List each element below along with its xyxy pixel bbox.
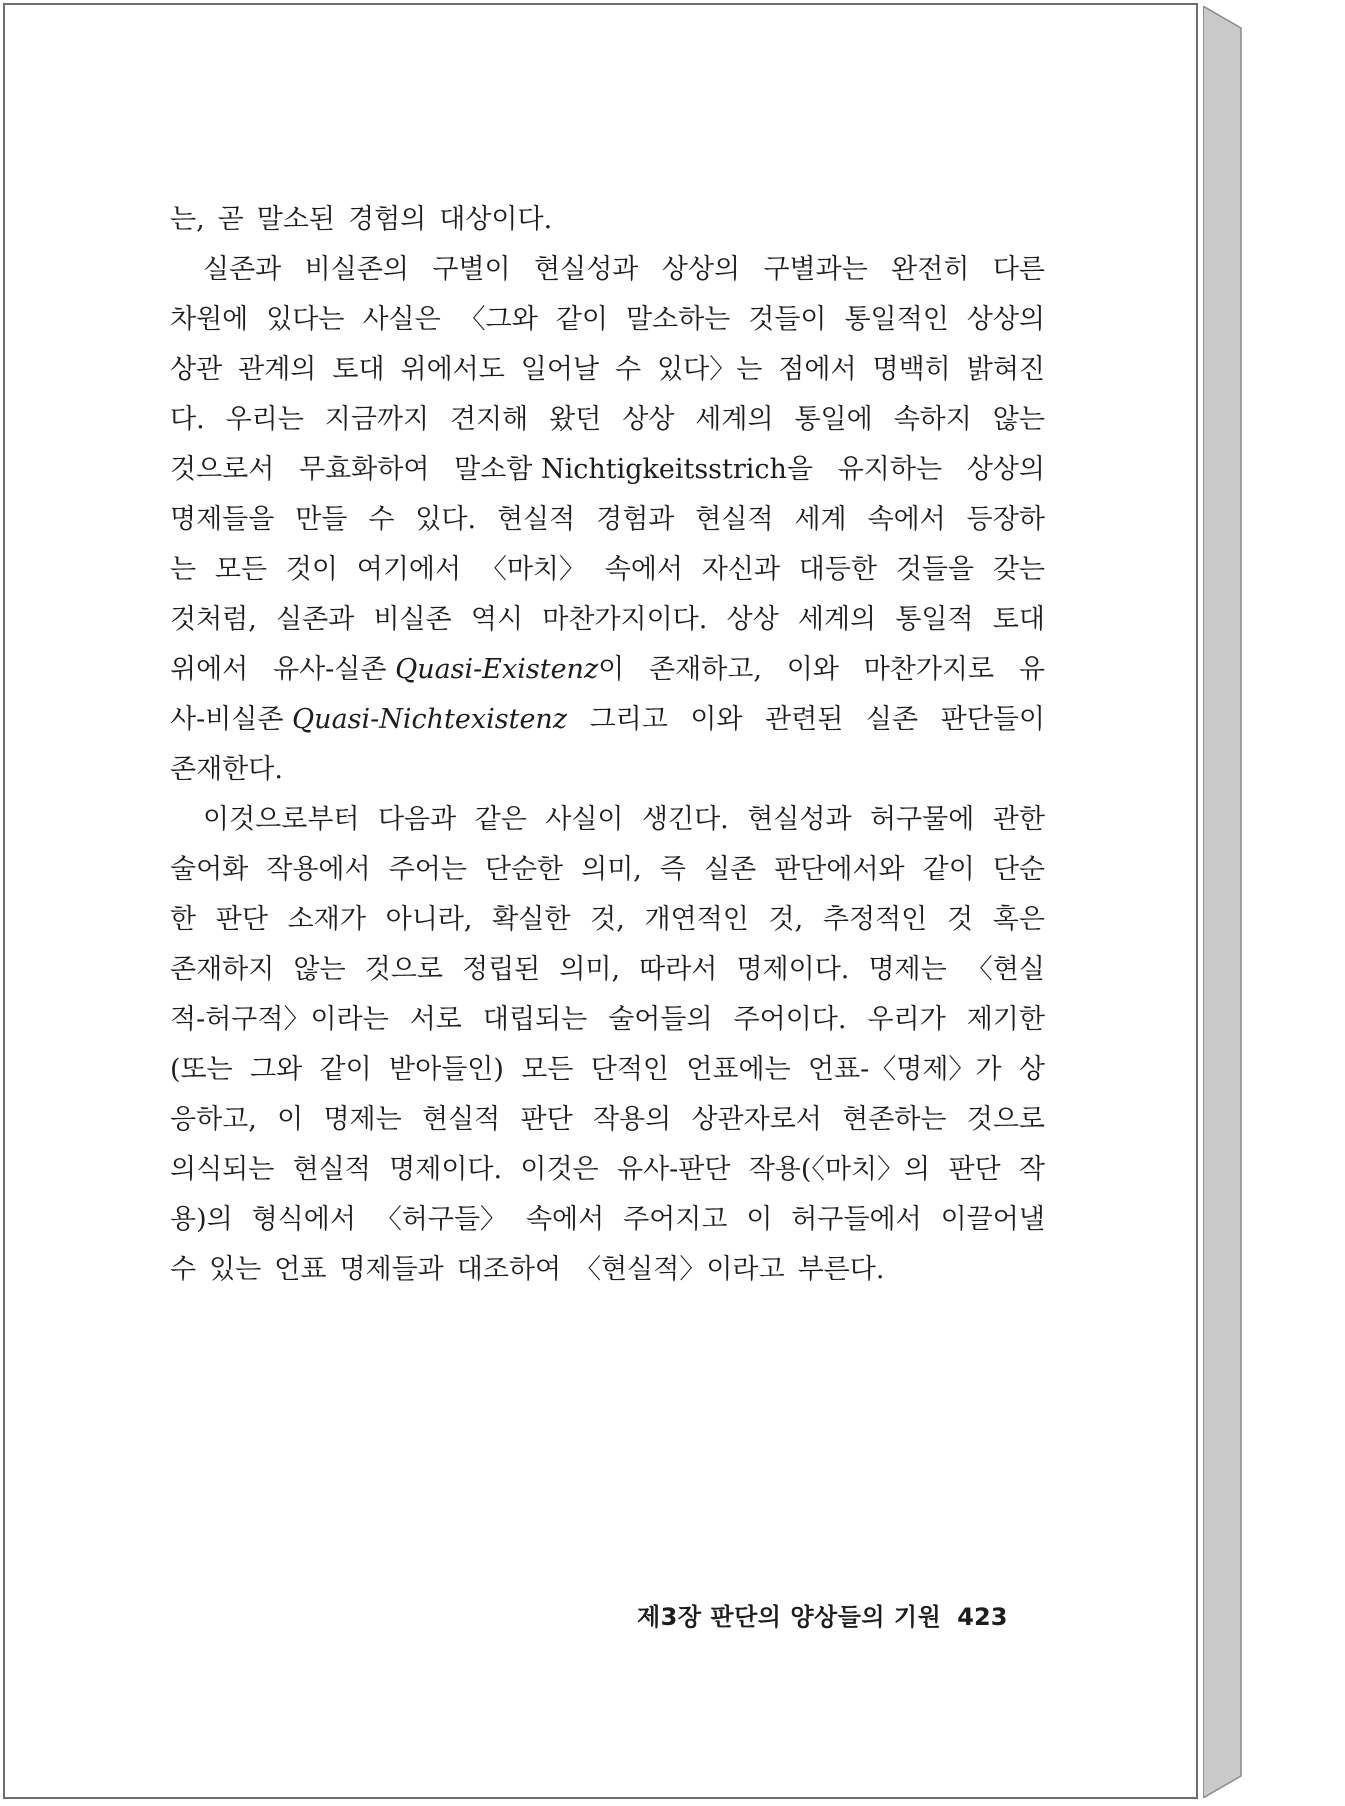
word: 있다〉는 <box>657 354 763 385</box>
word: 속에서 <box>867 504 946 535</box>
word: 이와 <box>690 704 743 735</box>
word: 형식에서 <box>251 1204 356 1235</box>
word: 통일적인 <box>844 304 949 335</box>
word: 생긴다. <box>641 804 729 835</box>
word: 판단들이 <box>940 704 1045 735</box>
word: 유지하는 <box>837 454 943 485</box>
word: 수 <box>615 354 642 385</box>
word: 토대 <box>992 604 1045 635</box>
word: 명제는 <box>323 1104 402 1135</box>
word: 이와 <box>786 654 839 685</box>
word: 용)의 <box>170 1204 233 1235</box>
word: 판단 <box>520 1104 573 1135</box>
word: 현실적 <box>496 504 576 535</box>
word: 일어날 <box>520 354 600 385</box>
word: 비실존 <box>373 604 452 635</box>
word: 것처럼, <box>170 604 257 635</box>
word: 상상 <box>622 404 675 435</box>
word: 는 <box>170 554 197 585</box>
word: 여기에서 <box>356 554 462 585</box>
word: 것으로 <box>966 1104 1045 1135</box>
word: 언표 <box>274 1254 327 1285</box>
word: 속에서 <box>604 554 684 585</box>
text-line <box>170 995 1045 1045</box>
word: 우리가 <box>867 1004 946 1035</box>
word: 다. <box>170 404 205 435</box>
word: 것, <box>768 904 804 935</box>
word: 속에서 <box>525 1204 605 1235</box>
word: 판단 <box>215 904 268 935</box>
word: 〈그와 <box>458 304 538 335</box>
word: 상상의 <box>661 254 741 285</box>
word: 명백히 <box>872 354 951 385</box>
word: 대조하여 <box>456 1254 562 1285</box>
word: 이 <box>746 1204 773 1235</box>
text-line <box>170 545 1045 595</box>
word: 유사-실존 Quasi-Existenz이 <box>273 645 624 695</box>
word: 같이 <box>319 1054 372 1085</box>
word: 수 <box>170 1254 197 1285</box>
word: 있다. <box>415 504 477 535</box>
word: 관련된 <box>765 704 844 735</box>
word: 작용의 <box>592 1104 672 1135</box>
word: 마찬가지로 <box>863 654 995 685</box>
word: 한 <box>170 904 197 935</box>
page-edge-shadow <box>1203 6 1243 1798</box>
word: 관한 <box>992 804 1045 835</box>
word: 사실이 <box>545 804 624 835</box>
word: 모든 <box>214 554 268 585</box>
text-line <box>170 445 1045 495</box>
word: 작 <box>1018 1154 1045 1185</box>
text-line <box>170 795 1045 845</box>
word: 우리는 <box>225 404 304 435</box>
word: 추정적인 <box>822 904 928 935</box>
word: 말소하는 <box>625 304 731 335</box>
word: 것으로 <box>364 954 443 985</box>
body-text <box>170 195 1045 1295</box>
word: 토대 <box>332 354 385 385</box>
word: 점에서 <box>778 354 857 385</box>
text-line <box>170 295 1045 345</box>
word: 〈마치〉 <box>479 554 586 585</box>
word: 있다는 <box>266 304 345 335</box>
word: 곧 <box>217 204 244 235</box>
word: 〈현실 <box>965 954 1045 985</box>
text-line <box>170 345 1045 395</box>
word: 이 <box>277 1104 304 1135</box>
page <box>3 3 1198 1799</box>
word: 유 <box>1018 654 1045 685</box>
word: 응하고, <box>170 1104 257 1135</box>
word: 의식되는 <box>170 1154 275 1185</box>
word: 작용에서 <box>266 854 371 885</box>
word: 등장하 <box>966 504 1045 535</box>
word: 단순 <box>992 854 1045 885</box>
word: 것으로서 <box>170 454 275 485</box>
word: 허구들에서 <box>791 1204 922 1235</box>
word: 통일적 <box>895 604 974 635</box>
word: 통일에 <box>794 404 873 435</box>
word: 세계 <box>794 504 847 535</box>
word: 명제들을 <box>170 504 275 535</box>
word: 역시 <box>470 604 524 635</box>
word: 지금까지 <box>324 404 430 435</box>
word: 따라서 <box>639 954 718 985</box>
word: 개연적인 <box>644 904 749 935</box>
word: 명제이다. <box>736 954 850 985</box>
word: 것 <box>946 904 974 935</box>
text-line <box>170 1145 1045 1195</box>
word: 상상의 <box>966 454 1045 485</box>
word: 사-비실존 Quasi-Nichtexistenz <box>170 695 567 745</box>
word: 확실한 <box>492 904 571 935</box>
word: 것이 <box>285 554 338 585</box>
word: 존재한다. <box>170 754 283 785</box>
word: 구별과는 <box>763 254 868 285</box>
word: 세계의 <box>797 604 877 635</box>
word: 차원에 <box>170 304 249 335</box>
text-line <box>170 245 1045 295</box>
word: 서로 <box>409 1004 462 1035</box>
word: 실존 <box>865 704 919 735</box>
word: 그리고 <box>589 704 668 735</box>
word: 현실적 <box>292 1154 371 1185</box>
word: 제기한 <box>966 1004 1045 1035</box>
word: 현실적 <box>421 1104 501 1135</box>
text-line <box>170 1045 1045 1095</box>
word: 상관 <box>170 354 223 385</box>
word: 명제이다. <box>389 1154 503 1185</box>
word: 단순한 <box>484 854 564 885</box>
chapter-title: 제3장 판단의 양상들의 기원 <box>637 1603 942 1631</box>
word: 실존과 <box>203 254 282 285</box>
word: 무효화하여 <box>299 454 430 485</box>
word: 같이 <box>555 304 608 335</box>
word: 경험의 <box>348 204 427 235</box>
word: 단적인 <box>590 1054 669 1085</box>
word: 상상 <box>726 604 779 635</box>
word: (또는 <box>170 1054 233 1085</box>
word: 주어지고 <box>623 1204 728 1235</box>
text-line <box>170 195 1045 245</box>
word: 것들을 <box>895 554 975 585</box>
word: 받아들인) <box>389 1054 504 1085</box>
word: 존재하지 <box>170 954 275 985</box>
word: 관계의 <box>238 354 317 385</box>
text-line <box>170 395 1045 445</box>
word: 실존 <box>704 854 757 885</box>
foreign-term: Quasi-Existenz <box>395 654 599 685</box>
word: 세계의 <box>695 404 774 435</box>
word: 의미, <box>581 854 642 885</box>
word: 갖는 <box>992 554 1045 585</box>
word: 속하지 <box>893 404 972 435</box>
word: 말소된 <box>256 204 336 235</box>
word: 주어는 <box>388 854 467 885</box>
word: 유사-판단 <box>616 1154 731 1185</box>
word: 구별이 <box>432 254 511 285</box>
word: 대상이다. <box>439 204 553 235</box>
word: 실존과 <box>276 604 355 635</box>
word: 것, <box>590 904 625 935</box>
word: 존재하고, <box>649 654 762 685</box>
word: 견지해 <box>449 404 529 435</box>
word: 다른 <box>992 254 1045 285</box>
word: 정립된 <box>461 954 541 985</box>
text-line <box>170 745 1045 795</box>
text-line <box>170 1195 1045 1245</box>
word: 마찬가지이다. <box>542 604 708 635</box>
word: 대립되는 <box>482 1004 588 1035</box>
text-line <box>170 1245 1045 1295</box>
word: 판단 <box>948 1154 1001 1185</box>
running-footer <box>637 1597 1007 1632</box>
text-line <box>170 845 1045 895</box>
word: 밝혀진 <box>966 354 1045 385</box>
text-line <box>170 595 1045 645</box>
foreign-term: Quasi-Nichtexistenz <box>292 704 568 735</box>
word: 말소함 Nichtigkeitsstrich을 <box>454 454 814 485</box>
word: 부른다. <box>797 1254 885 1285</box>
word: 같은 <box>474 804 527 835</box>
word: 명제는 <box>868 954 947 985</box>
word: 같이 <box>922 854 975 885</box>
word: 명제들과 <box>339 1254 444 1285</box>
word: 이끌어낼 <box>940 1204 1045 1235</box>
text-line <box>170 695 1045 745</box>
word: 〈현실적〉이라고 <box>574 1254 785 1285</box>
word: 주어이다. <box>733 1004 847 1035</box>
word: 위에서 <box>170 654 249 685</box>
word: 즉 <box>659 854 686 885</box>
word: 모든 <box>521 1054 574 1085</box>
word: 만들 <box>295 504 348 535</box>
word: 판단에서와 <box>774 854 905 885</box>
word: 상 <box>1018 1054 1045 1085</box>
word: 왔던 <box>549 404 602 435</box>
text-line <box>170 1095 1045 1145</box>
word: 아니라, <box>385 904 473 935</box>
page-number: 423 <box>957 1603 1008 1631</box>
word: 수 <box>368 504 395 535</box>
word: 사실은 <box>362 304 441 335</box>
word: 〈허구들〉 <box>374 1204 508 1235</box>
word: 이것으로부터 <box>203 804 360 835</box>
word: 언표-〈명제〉가 <box>807 1054 1002 1085</box>
word: 않는 <box>992 404 1045 435</box>
word: 있는 <box>209 1254 262 1285</box>
word: 혹은 <box>992 904 1045 935</box>
word: 다음과 <box>377 804 457 835</box>
word: 현실성과 <box>534 254 639 285</box>
word: 대등한 <box>798 554 878 585</box>
word: 비실존의 <box>304 254 409 285</box>
word: 것들이 <box>748 304 827 335</box>
word: 위에서도 <box>400 354 505 385</box>
word: 상상의 <box>966 304 1045 335</box>
word: 상관자로서 <box>691 1104 822 1135</box>
word: 경험과 <box>596 504 675 535</box>
word: 이것은 <box>520 1154 599 1185</box>
word: 않는 <box>293 954 346 985</box>
word: 언표에는 <box>686 1054 791 1085</box>
word: 술어화 <box>170 854 249 885</box>
text-line <box>170 895 1045 945</box>
word: 적-허구적〉이라는 <box>170 1004 389 1035</box>
text-line <box>170 645 1045 695</box>
word: 자신과 <box>701 554 781 585</box>
word: 완전히 <box>891 254 970 285</box>
word: 현존하는 <box>842 1104 947 1135</box>
word: 의미, <box>559 954 621 985</box>
word: 작용(〈마치〉의 <box>748 1154 931 1185</box>
text-line <box>170 945 1045 995</box>
word: 허구물에 <box>869 804 975 835</box>
word: 현실성과 <box>747 804 852 835</box>
word: 현실적 <box>695 504 774 535</box>
text-line <box>170 495 1045 545</box>
word: 소재가 <box>287 904 366 935</box>
word: 술어들의 <box>608 1004 713 1035</box>
word: 는, <box>170 204 205 235</box>
word: 그와 <box>250 1054 303 1085</box>
